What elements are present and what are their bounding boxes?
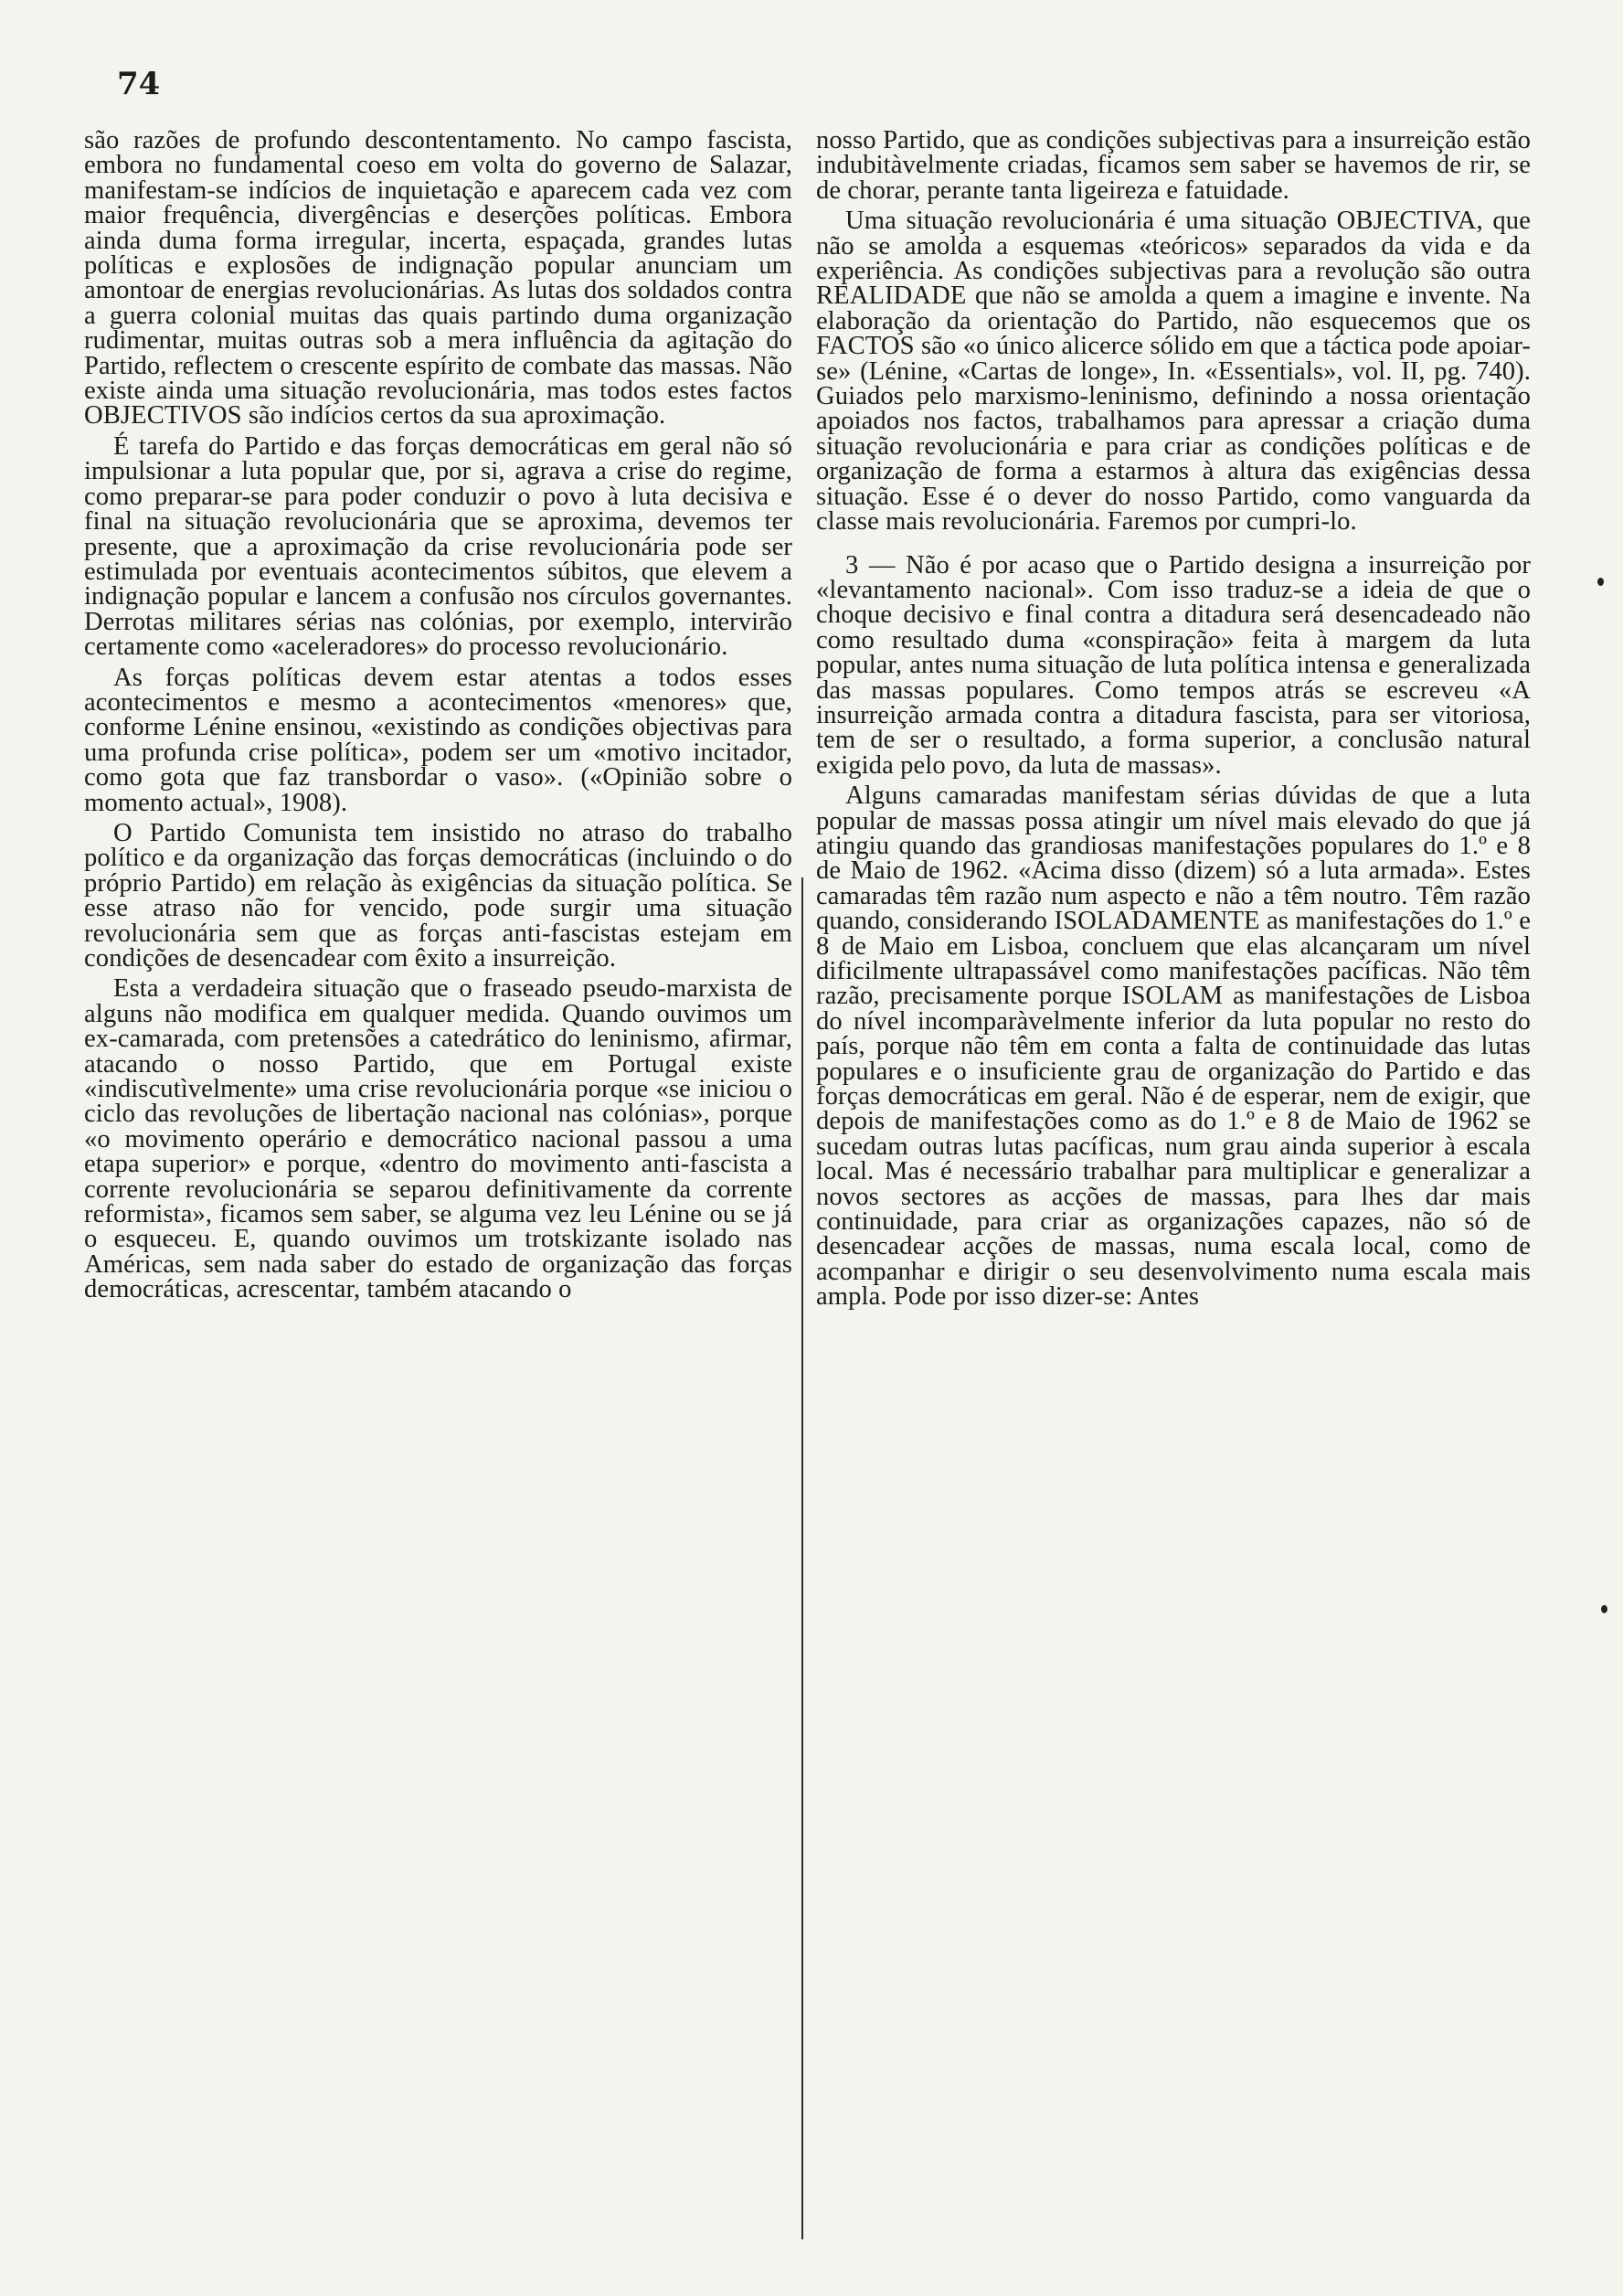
- paragraph: Alguns camaradas manifestam sérias dúvidas de que a luta popular de massas possa atingir um nível mais elevado do que já atingiu quando das grandiosas manifestações populares do 1.º e 8 de Maio de 1962. «Acima disso (dizem) só a luta armada». Estes camaradas têm razão num aspecto e não a têm noutro. Têm razão quando, considerando ISOLADAMENTE as manifestações do 1.º e 8 de Maio em Lisboa, concluem que elas alcançaram um nível dificilmente ultrapassável como manifestações pacíficas. Não têm razão, precisamente porque ISOLAM as manifestações de Lisboa do nível incomparàvelmente inferior da luta popular no resto do país, porque não têm em conta a falta de continuidade das lutas populares e o insuficiente grau de organização do Partido e das forças democráticas em geral. Não é de esperar, nem de exigir, que depois de manifestações como as do 1.º e 8 de Maio de 1962 se sucedam outras lutas pacíficas, num grau ainda superior à escala local. Mas é necessário trabalhar para multiplicar e generalizar a novos sectores as acções de massas, para lhes dar mais continuidade, para criar as organizações capazes, não só de desencadear acções de massas, numa escala local, como de acompanhar e dirigir o seu desenvolvimento numa escala mais ampla. Pode por isso dizer-se: Antes: [816, 781, 1531, 1312]
- page-number: 74: [117, 66, 161, 102]
- paragraph: O Partido Comunista tem insistido no atraso do trabalho político e da organização das forças democráticas (incluindo o do próprio Partido) em relação às exigências da situação política. Se esse atraso não for vencido, pode surgir uma situação revolucionária sem que as forças anti-fascistas estejam em condições de desencadear com êxito a insurreição.: [84, 818, 792, 973]
- paragraph: Uma situação revolucionária é uma situação OBJECTIVA, que não se amolda a esquemas «teóricos» separados da vida e da experiência. As condições subjectivas para a revolução são outra REALIDADE que não se amolda a quem a imagine e invente. Na elaboração da orientação do Partido, não esquecemos que os FACTOS são «o único alicerce sólido em que a táctica pode apoiar-se» (Lénine, «Cartas de longe», In. «Essentials», vol. II, pg. 740). Guiados pelo marxismo-leninismo, definindo a nossa orientação apoiados nos factos, trabalhamos para apressar a criação duma situação revolucionária e para criar as condições políticas e de organização de forma a estarmos à altura das exigências dessa situação. Esse é o dever do nosso Partido, como vanguarda da classe mais revolucionária. Faremos por cumpri-lo.: [816, 207, 1531, 537]
- paragraph: Esta a verdadeira situação que o fraseado pseudo-marxista de alguns não modifica em qualquer medida. Quando ouvimos um ex-camarada, com pretensões a catedrático do leninismo, afirmar, atacando o nosso Partido, que em Portugal existe «indiscutìvelmente» uma crise revolucionária porque «se iniciou o ciclo das revoluções de libertação nacional nas colónias», porque «o movimento operário e democrático nacional passou a uma etapa superior» e porque, «dentro do movimento anti-fascista a corrente revolucionária se separou definitivamente da corrente reformista», ficamos sem saber, se alguma vez leu Lénine ou se já o esqueceu. E, quando ouvimos um trotskizante isolado nas Américas, sem nada saber do estado de organização das forças democráticas, acrescentar, também atacando o: [84, 974, 792, 1304]
- paragraph: É tarefa do Partido e das forças democráticas em geral não só impulsionar a luta popular que, por si, agrava a crise do regime, como preparar-se para poder conduzir o povo à luta decisiva e final na situação revolucionária que se aproxima, devemos ter presente, que a aproximação da crise revolucionária pode ser estimulada por eventuais acontecimentos súbitos, que elevem a indignação popular e lancem a confusão nos círculos governantes. Derrotas militares sérias nas colónias, por exemplo, intervirão certamente como «aceleradores» do processo revolucionário.: [84, 431, 792, 662]
- paragraph: nosso Partido, que as condições subjectivas para a insurreição estão indubitàvelmente criadas, ficamos sem saber se havemos de rir, se de chorar, perante tanta ligeireza e fatuidade.: [816, 126, 1531, 205]
- paragraph: As forças políticas devem estar atentas a todos esses acontecimentos e mesmo a acontecimentos «menores» que, conforme Lénine ensinou, «existindo as condições objectivas para uma profunda crise política», podem ser um «motivo incitador, como gota que faz transbordar o vaso». («Opinião sobre o momento actual», 1908).: [84, 663, 792, 817]
- right-column: [816, 128, 1531, 1315]
- section-paragraph: 3 — Não é por acaso que o Partido designa a insurreição por «levantamento nacional». Com isso traduz-se a ideia de que o choque decisivo e final contra a ditadura será desencadeado não como resultado duma «conspiração» feita à margem da luta popular, antes numa situação de luta política intensa e generalizada das massas populares. Como tempos atrás se escreveu «A insurreição armada contra a ditadura fascista, para ser vitoriosa, tem de ser o resultado, a forma superior, a conclusão natural exigida pelo povo, da luta de massas».: [816, 550, 1531, 780]
- ink-speck: [1601, 1605, 1607, 1613]
- paragraph: são razões de profundo descontentamento. No campo fascista, embora no fundamental coeso em volta do governo de Salazar, manifestam-se indícios de inquietação e aparecem cada vez com maior frequência, divergências e deserções políticas. Embora ainda duma forma irregular, incerta, espaçada, grandes lutas políticas e explosões de indignação popular anunciam um amontoar de energias revolucionárias. As lutas dos soldados contra a guerra colonial muitas das quais partindo duma organização rudimentar, muitas outras sob a mera influência da agitação do Partido, reflectem o crescente espírito de combate das massas. Não existe ainda uma situação revolucionária, mas todos estes factos OBJECTIVOS são indícios certos da sua aproximação.: [84, 126, 792, 430]
- left-column: [84, 128, 792, 1308]
- column-divider: [801, 877, 803, 2239]
- ink-speck: [1597, 578, 1604, 586]
